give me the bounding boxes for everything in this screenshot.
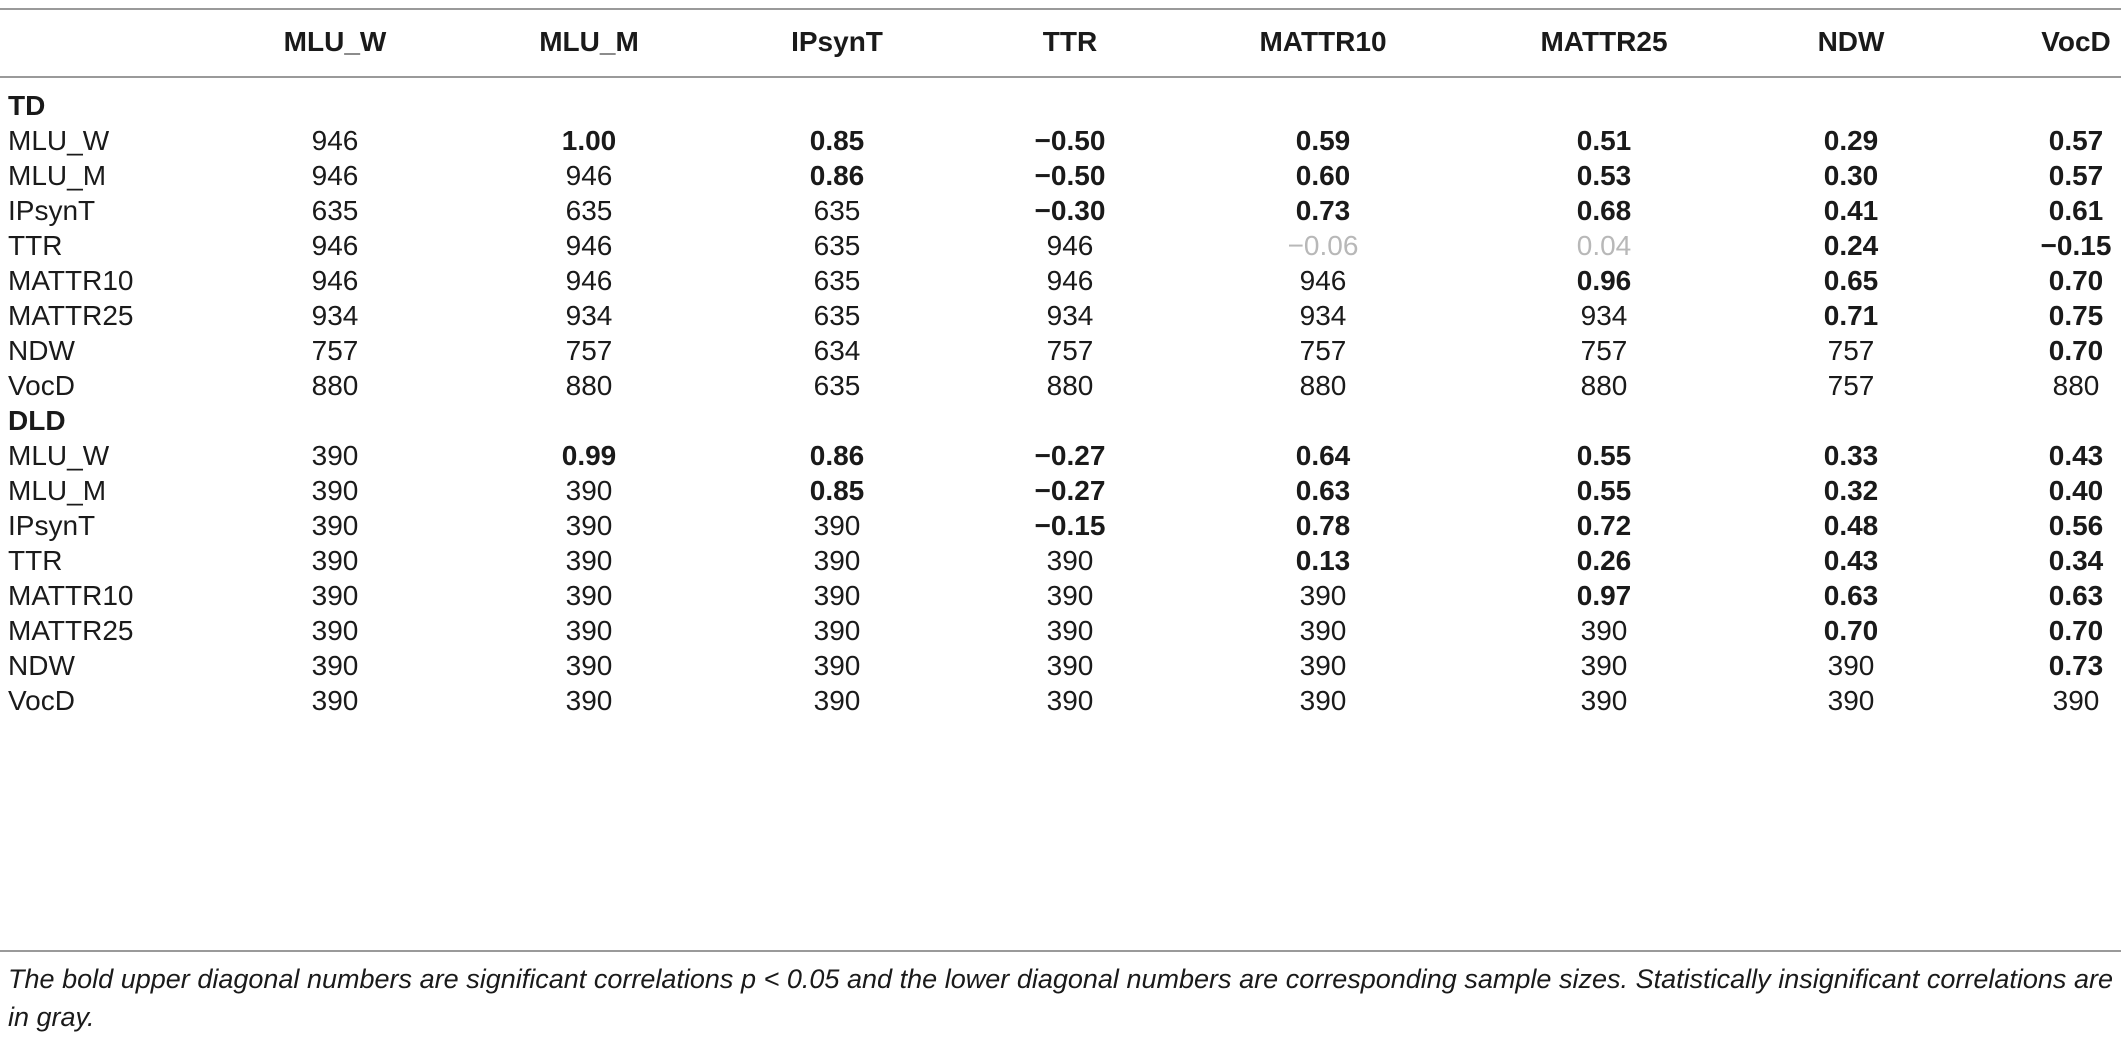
table-cell: 390 (1827, 685, 1875, 716)
table-cell: 635 (813, 370, 861, 401)
table-cell: 390 (1046, 545, 1094, 576)
table-cell: 1.00 (561, 125, 617, 156)
table-cell: 0.78 (1295, 510, 1351, 541)
table-cell: 0.72 (1576, 510, 1632, 541)
table-cell: 757 (1580, 335, 1628, 366)
table-cell: 390 (565, 580, 613, 611)
table-cell: 0.73 (2048, 650, 2104, 681)
table-cell: 0.40 (2048, 475, 2104, 506)
table-cell: 390 (1046, 580, 1094, 611)
table-cell: −0.15 (2040, 230, 2112, 261)
table-cell: 946 (311, 265, 359, 296)
table-cell: 390 (1580, 685, 1628, 716)
table-cell: 0.86 (809, 440, 865, 471)
table-cell: 0.97 (1576, 580, 1632, 611)
table-cell: 634 (813, 335, 861, 366)
table-cell: 0.57 (2048, 125, 2104, 156)
table-cell: 0.04 (1576, 230, 1632, 261)
table-cell: −0.27 (1034, 440, 1106, 471)
table-cell: 390 (813, 580, 861, 611)
table-cell: 946 (565, 160, 613, 191)
table-cell: 0.57 (2048, 160, 2104, 191)
table-cell: 934 (565, 300, 613, 331)
table-cell: 0.29 (1823, 125, 1879, 156)
table-cell: 0.33 (1823, 440, 1879, 471)
table-cell: 934 (311, 300, 359, 331)
table-cell: 390 (311, 685, 359, 716)
table-cell: 946 (311, 125, 359, 156)
table-cell: −0.15 (1034, 510, 1106, 541)
table-cell: 635 (813, 300, 861, 331)
table-cell: 946 (1046, 230, 1094, 261)
table-cell: 0.53 (1576, 160, 1632, 191)
table-cell: 0.55 (1576, 440, 1632, 471)
table-cell: 934 (1046, 300, 1094, 331)
table-cell: 880 (1580, 370, 1628, 401)
table-cell: 0.85 (809, 475, 865, 506)
table-cell: 0.86 (809, 160, 865, 191)
table-cell: 635 (813, 265, 861, 296)
table-cell: 946 (311, 160, 359, 191)
column-header: NDW (1817, 26, 1885, 57)
table-cell: 757 (1827, 370, 1875, 401)
table-cell: 390 (1046, 650, 1094, 681)
table-cell: 390 (813, 685, 861, 716)
column-header: MLU_W (283, 26, 387, 57)
table-cell: 0.30 (1823, 160, 1879, 191)
table-cell: 390 (565, 510, 613, 541)
table-bottom-rule (0, 950, 2121, 952)
table-cell: 946 (1299, 265, 1347, 296)
table-cell: 0.56 (2048, 510, 2104, 541)
row-label: IPsynT (8, 510, 96, 541)
table-cell: 0.70 (2048, 615, 2104, 646)
table-cell: 0.59 (1295, 125, 1351, 156)
table-cell: 880 (565, 370, 613, 401)
table-cell: 0.96 (1576, 265, 1632, 296)
table-cell: 757 (311, 335, 359, 366)
table-cell: 390 (1580, 615, 1628, 646)
table-cell: 390 (311, 650, 359, 681)
table-cell: 390 (311, 440, 359, 471)
row-label: MATTR25 (8, 615, 134, 646)
table-cell: 0.63 (1823, 580, 1879, 611)
table-cell: 390 (565, 545, 613, 576)
table-cell: 757 (1299, 335, 1347, 366)
table-row (0, 677, 2121, 724)
table-cell: 0.48 (1823, 510, 1879, 541)
table-cell: 0.73 (1295, 195, 1351, 226)
table-cell: 0.64 (1295, 440, 1351, 471)
table-cell: 390 (1580, 650, 1628, 681)
table-header-rule (0, 76, 2121, 78)
table-cell: 390 (565, 650, 613, 681)
table-cell: 390 (311, 545, 359, 576)
table-cell: 390 (1299, 615, 1347, 646)
column-header: IPsynT (791, 26, 883, 57)
row-label: MLU_M (8, 160, 107, 191)
table-cell: 390 (1299, 580, 1347, 611)
table-cell: 0.24 (1823, 230, 1879, 261)
table-cell: 0.32 (1823, 475, 1879, 506)
table-cell: 0.43 (2048, 440, 2104, 471)
row-label: MATTR25 (8, 300, 134, 331)
table-cell: 0.60 (1295, 160, 1351, 191)
table-cell: 946 (1046, 265, 1094, 296)
table-cell: 934 (1299, 300, 1347, 331)
table-cell: 390 (813, 510, 861, 541)
table-cell: −0.50 (1034, 160, 1106, 191)
table-cell: 0.13 (1295, 545, 1351, 576)
table-cell: 757 (565, 335, 613, 366)
table-cell: 880 (311, 370, 359, 401)
row-label: TTR (8, 545, 63, 576)
table-cell: 0.63 (2048, 580, 2104, 611)
table-cell: 0.41 (1823, 195, 1879, 226)
row-label: MLU_W (8, 125, 110, 156)
table-cell: 0.61 (2048, 195, 2104, 226)
column-header: MLU_M (539, 26, 639, 57)
table-header-row (0, 18, 2121, 65)
row-label: VocD (8, 685, 75, 716)
table-cell: 390 (813, 615, 861, 646)
table-cell: 0.65 (1823, 265, 1879, 296)
row-label: MLU_M (8, 475, 107, 506)
row-label: MLU_W (8, 440, 110, 471)
table-cell: 946 (565, 265, 613, 296)
table-cell: 934 (1580, 300, 1628, 331)
table-cell: 390 (311, 615, 359, 646)
table-cell: −0.06 (1287, 230, 1359, 261)
table-cell: 0.70 (2048, 335, 2104, 366)
table-cell: 390 (565, 685, 613, 716)
column-header: TTR (1042, 26, 1098, 57)
row-label: MATTR10 (8, 580, 134, 611)
column-header: MATTR25 (1540, 26, 1668, 57)
table-cell: 946 (311, 230, 359, 261)
table-cell: 880 (1299, 370, 1347, 401)
table-cell: 0.34 (2048, 545, 2104, 576)
table-cell: 390 (311, 580, 359, 611)
row-label: NDW (8, 650, 75, 681)
table-cell: 0.63 (1295, 475, 1351, 506)
table-top-rule (0, 8, 2121, 10)
table-cell: 0.70 (2048, 265, 2104, 296)
table-cell: 635 (311, 195, 359, 226)
table-cell: 0.71 (1823, 300, 1879, 331)
table-cell: 390 (1299, 650, 1347, 681)
table-cell: 0.75 (2048, 300, 2104, 331)
row-label: MATTR10 (8, 265, 134, 296)
table-cell: 0.68 (1576, 195, 1632, 226)
table-cell: 946 (565, 230, 613, 261)
table-cell: 390 (311, 510, 359, 541)
table-cell: 0.55 (1576, 475, 1632, 506)
table-cell: 0.51 (1576, 125, 1632, 156)
column-header: MATTR10 (1259, 26, 1387, 57)
table-footnote: The bold upper diagonal numbers are significant correlations p < 0.05 and the lower diagonal numbers are corresponding sample sizes. Statistically insignificant correlations are in gray. (8, 964, 2113, 1032)
table-cell: 757 (1046, 335, 1094, 366)
table-cell: 880 (2052, 370, 2100, 401)
group-heading: TD (8, 90, 46, 121)
table-cell: 635 (813, 195, 861, 226)
table-cell: −0.50 (1034, 125, 1106, 156)
table-cell: 390 (565, 615, 613, 646)
table-cell: 0.70 (1823, 615, 1879, 646)
column-header: VocD (2041, 26, 2111, 57)
table-cell: 390 (813, 545, 861, 576)
table-cell: 0.26 (1576, 545, 1632, 576)
group-heading: DLD (8, 405, 66, 436)
row-label: NDW (8, 335, 75, 366)
table-cell: 390 (311, 475, 359, 506)
table-cell: 390 (1046, 685, 1094, 716)
table-cell: 390 (565, 475, 613, 506)
table-cell: 390 (1827, 650, 1875, 681)
row-label: VocD (8, 370, 75, 401)
table-cell: 390 (813, 650, 861, 681)
table-cell: 635 (565, 195, 613, 226)
table-cell: 0.43 (1823, 545, 1879, 576)
table-cell: 390 (1299, 685, 1347, 716)
table-cell: 390 (1046, 615, 1094, 646)
table-cell: −0.30 (1034, 195, 1106, 226)
table-cell: 880 (1046, 370, 1094, 401)
table-cell: 0.99 (561, 440, 617, 471)
row-label: IPsynT (8, 195, 96, 226)
table-cell: 390 (2052, 685, 2100, 716)
table-cell: 0.85 (809, 125, 865, 156)
table-cell: 757 (1827, 335, 1875, 366)
row-label: TTR (8, 230, 63, 261)
table-cell: 635 (813, 230, 861, 261)
table-cell: −0.27 (1034, 475, 1106, 506)
